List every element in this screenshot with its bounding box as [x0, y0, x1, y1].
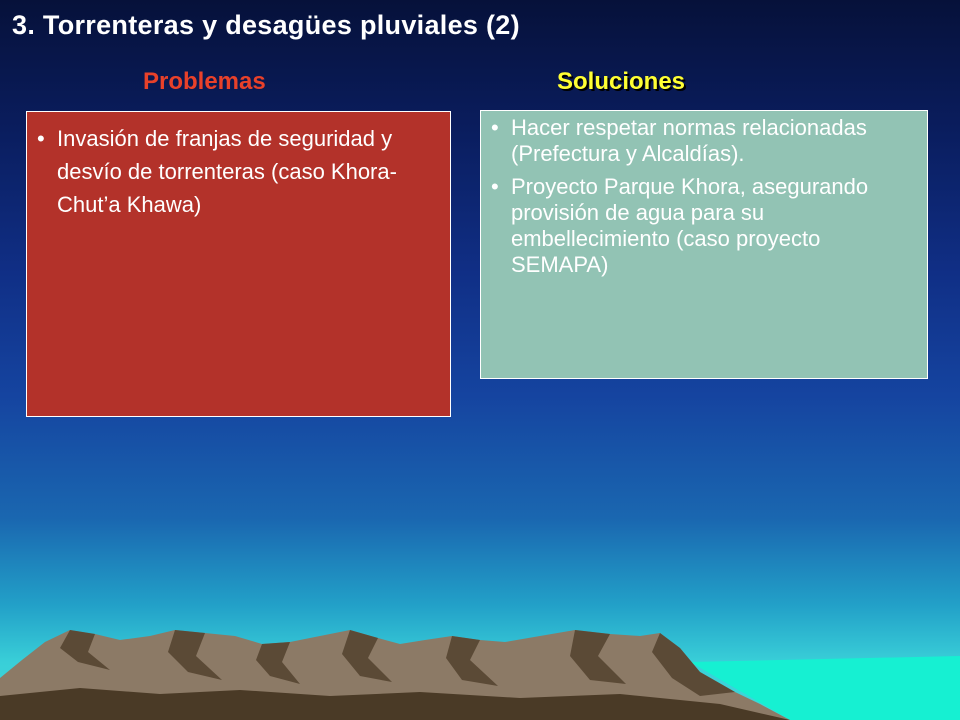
soluciones-heading: Soluciones	[557, 68, 686, 95]
problemas-list	[37, 122, 436, 221]
soluciones-list	[491, 115, 915, 278]
soluciones-item: • Proyecto Parque Khora, asegurando provisión de agua para su embellecimiento (caso proyecto SEMAPA)	[491, 174, 915, 278]
soluciones-item: • Hacer respetar normas relacionadas (Prefectura y Alcaldías).	[491, 115, 915, 167]
slide-title: 3. Torrenteras y desagües pluviales (2)	[12, 10, 520, 40]
problemas-heading: Problemas	[143, 68, 266, 95]
mountain-range-illustration	[0, 600, 960, 720]
problemas-box	[26, 111, 451, 417]
problemas-item: • Invasión de franjas de seguridad y desvío de torrenteras (caso Khora-Chut’a Khawa)	[37, 122, 436, 221]
soluciones-box	[480, 110, 928, 379]
